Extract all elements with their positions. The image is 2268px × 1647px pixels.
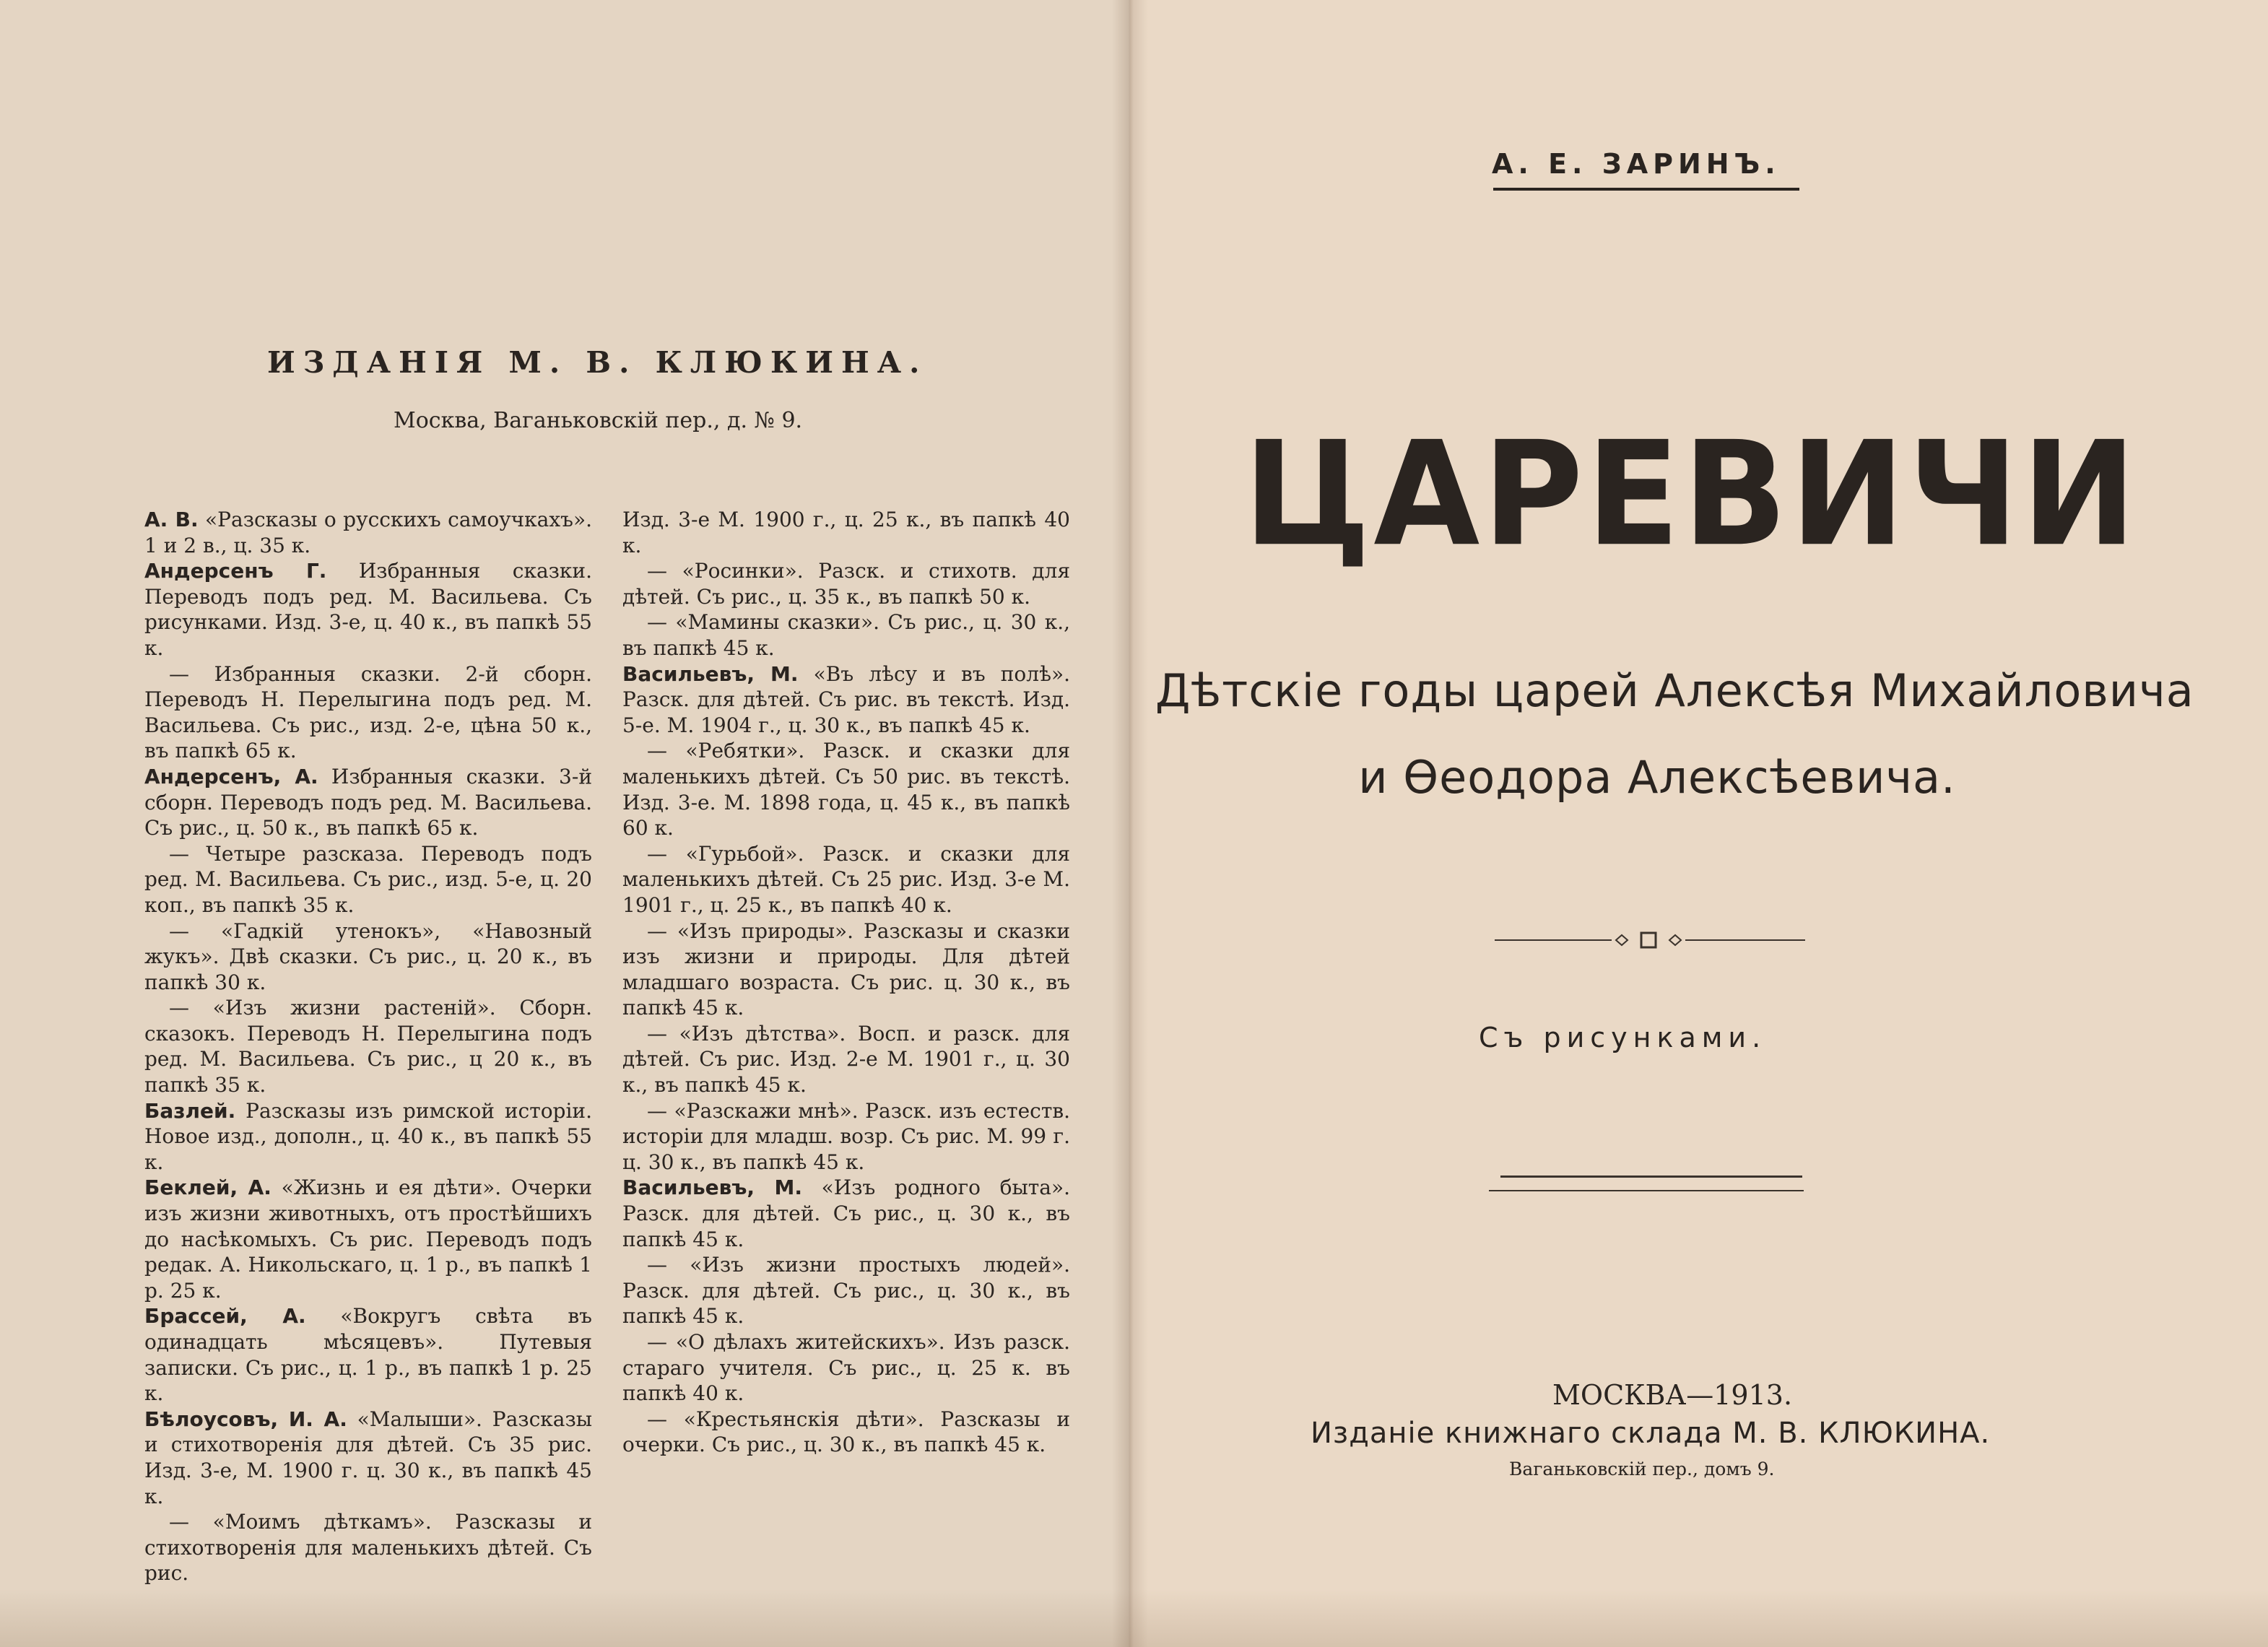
catalog-entry-text: «Изъ родного быта». Разск. для дѣтей. Съ рис., ц. 30 к., въ папкѣ 45 к. [622,1176,1070,1251]
catalog-entry-text: — «Росинки». Разск. и стихотв. для дѣтей. Съ рис., ц. 35 к., въ папкѣ 50 к. [622,559,1070,609]
catalog-column-left [144,507,592,1586]
catalog-entry-text: — «Ребятки». Разск. и сказки для маленькихъ дѣтей. Съ 50 рис. въ текстѣ. Изд. 3-е. М. 1898 года, ц. 45 к., въ папкѣ 60 к. [622,739,1070,840]
catalog-entry [622,841,1070,918]
catalog-entry [622,738,1070,840]
catalog-entry [144,841,592,918]
catalog-entry [622,1407,1070,1458]
catalog-entry [622,507,1070,558]
catalog-entry-text: «Вокругъ свѣта въ одинадцать мѣсяцевъ». Путевыя записки. Съ рис., ц. 1 р., въ папкѣ 1 р. 25 к. [144,1304,592,1406]
catalog-entry-text: — «Гадкій утенокъ», «Навозный жукъ». Двѣ сказки. Съ рис., ц. 20 к., въ папкѣ 30 к. [144,918,592,994]
catalog-entry-author: А. В. [144,508,199,531]
catalog-column-right [622,507,1070,1458]
catalog-entry-text: «Разсказы о русскихъ самоучкахъ». 1 и 2 в., ц. 35 к. [144,508,592,557]
catalog-entry [144,1303,592,1406]
catalog-entry [144,1407,592,1509]
double-rule-bottom [1489,1190,1804,1191]
publisher-address-imprint: Ваганьковскій пер., домъ 9. [1509,1459,1775,1479]
catalog-entry [144,764,592,841]
page-bottom-edge [0,1589,2268,1647]
catalog-entry-text: — «О дѣлахъ житейскихъ». Изъ разск. стараго учителя. Съ рис., ц. 25 к. въ папкѣ 40 к. [622,1330,1070,1406]
catalog-entry-text: Изд. 3-е М. 1900 г., ц. 25 к., въ папкѣ 40 к. [622,508,1070,557]
catalog-entry-author: Андерсенъ, А. [144,764,318,788]
subtitle-line-1: Дѣтскіе годы царей Алексѣя Михайловича [1155,664,2194,717]
catalog-entry [622,1252,1070,1329]
catalog-entry [144,1509,592,1586]
catalog-entry-text: — «Гурьбой». Разск. и сказки для маленькихъ дѣтей. Съ 25 рис. Изд. 3-е М. 1901 г., ц. 25 к., въ папкѣ 40 к. [622,841,1070,917]
book-title: ЦАРЕВИЧИ [1243,410,2139,578]
catalog-entry-text: Разсказы изъ римской исторіи. Новое изд., дополн., ц. 40 к., въ папкѣ 55 к. [144,1098,592,1174]
publisher-address: Москва, Ваганьковскій пер., д. № 9. [394,408,803,433]
catalog-entry [622,1098,1070,1176]
book-gutter [1112,0,1148,1647]
catalog-entry [144,1175,592,1303]
city-year: МОСКВА—1913. [1552,1379,1793,1411]
catalog-entry-text: — Избранныя сказки. 2-й сборн. Переводъ Н. Перелыгина подъ ред. М. Васильева. Съ рис., изд. 2-е, цѣна 50 к., въ папкѣ 65 к. [144,661,592,763]
catalog-entry-text: «Жизнь и ея дѣти». Очерки изъ жизни животныхъ, отъ простѣйшихъ до насѣкомыхъ. Съ рис. Переводъ подъ редак. А. Никольскаго, ц. 1 р., въ папкѣ 1 р. 25 к. [144,1176,592,1303]
catalog-entry [144,1098,592,1176]
catalog-entry-text: — «Разскажи мнѣ». Разск. изъ естеств. исторіи для младш. возр. Съ рис. М. 99 г. ц. 30 к., въ папкѣ 45 к. [622,1098,1070,1174]
catalog-entry [144,918,592,996]
catalog-entry-author: Васильевъ, М. [622,1176,803,1200]
author-name: А. Е. ЗАРИНЪ. [1492,148,1781,180]
catalog-entry-text: — Четыре разсказа. Переводъ подъ ред. М. Васильева. Съ рис., изд. 5-е, ц. 20 коп., въ папкѣ 35 к. [144,841,592,917]
catalog-entry [622,1021,1070,1098]
publisher-imprint: Изданіе книжнаго склада М. В. КЛЮКИНА. [1311,1417,1991,1450]
catalog-entry [622,661,1070,739]
catalog-entry [622,609,1070,661]
catalog-entry-author: Андерсенъ Г. [144,559,327,583]
catalog-entry-text: — «Изъ жизни простыхъ людей». Разск. для дѣтей. Съ рис., ц. 30 к., въ папкѣ 45 к. [622,1253,1070,1329]
catalog-entry-author: Бѣлоусовъ, И. А. [144,1407,347,1431]
catalog-entry [144,507,592,558]
catalog-entry [144,995,592,1098]
double-rule-top [1500,1176,1802,1178]
catalog-entry [622,1175,1070,1252]
catalog-entry [622,918,1070,1021]
catalog-entry [144,558,592,661]
catalog-entry-text: — «Крестьянскія дѣти». Разсказы и очерки. Съ рис., ц. 30 к., въ папкѣ 45 к. [622,1407,1070,1457]
catalog-entry [622,558,1070,609]
catalog-entry-text: — «Изъ жизни растеній». Сборн. сказокъ. Переводъ Н. Перелыгина подъ ред. М. Васильева. Съ рис., ц 20 к., въ папкѣ 35 к. [144,996,592,1098]
catalog-entry-text: «Малыши». Разсказы и стихотворенія для дѣтей. Съ 35 рис. Изд. 3-е, М. 1900 г. ц. 30 к., въ папкѣ 45 к. [144,1407,592,1508]
catalog-entry-text: Избранныя сказки. 3-й сборн. Переводъ подъ ред. М. Васильева. Съ рис., ц. 50 к., въ папкѣ 65 к. [144,764,592,840]
catalog-entry [622,1329,1070,1407]
with-illustrations-note: Съ рисунками. [1479,1022,1767,1053]
catalog-entry [144,661,592,764]
ornament-divider [1495,926,1805,955]
publisher-heading: ИЗДАНІЯ М. В. КЛЮКИНА. [267,345,928,380]
catalog-entry-text: — «Изъ природы». Разсказы и сказки изъ жизни и природы. Для дѣтей младшаго возраста. Съ рис. ц. 30 к., въ папкѣ 45 к. [622,918,1070,1020]
catalog-entry-text: — «Моимъ дѣткамъ». Разсказы и стихотворенія для маленькихъ дѣтей. Съ рис. [144,1510,592,1586]
catalog-entry-author: Брассей, А. [144,1304,306,1329]
catalog-entry-author: Беклей, А. [144,1176,271,1200]
catalog-entry-author: Базлей. [144,1098,236,1123]
catalog-entry-text: «Въ лѣсу и въ полѣ». Разск. для дѣтей. Съ рис. въ текстѣ. Изд. 5-е. М. 1904 г., ц. 30 к., въ папкѣ 45 к. [622,661,1070,737]
catalog-entry-text: — «Мамины сказки». Съ рис., ц. 30 к., въ папкѣ 45 к. [622,610,1070,660]
catalog-entry-author: Васильевъ, М. [622,661,799,686]
left-page [0,0,1130,1647]
catalog-entry-text: Избранныя сказки. Переводъ подъ ред. М. Васильева. Съ рисунками. Изд. 3-е, ц. 40 к., въ папкѣ 55 к. [144,559,592,660]
subtitle-line-2: и Ѳеодора Алексѣевича. [1358,751,1956,804]
catalog-entry-text: — «Изъ дѣтства». Восп. и разск. для дѣтей. Съ рис. Изд. 2-е М. 1901 г., ц. 30 к., въ папкѣ 45 к. [622,1021,1070,1098]
author-underline [1493,188,1799,191]
